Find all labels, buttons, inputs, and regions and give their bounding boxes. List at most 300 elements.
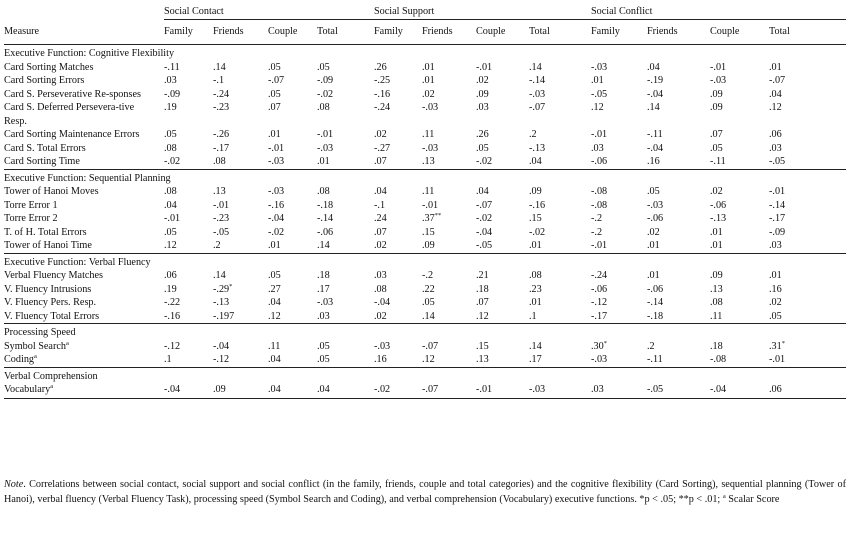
correlation-value: .27 (268, 283, 281, 295)
correlation-cell (647, 61, 710, 75)
measure-label (4, 310, 164, 324)
correlation-cell (422, 269, 476, 283)
correlation-value: -.06 (647, 213, 664, 224)
correlation-cell (213, 88, 268, 102)
table-row (4, 142, 846, 156)
correlation-value: -.07 (476, 199, 493, 211)
table-row (4, 310, 846, 324)
correlation-cell (374, 340, 422, 354)
correlation-cell (591, 296, 647, 310)
correlation-cell (422, 353, 476, 367)
correlation-value: .05 (164, 226, 177, 238)
correlation-value: .08 (529, 270, 542, 281)
correlation-cell (422, 142, 476, 156)
correlation-cell (164, 88, 213, 102)
correlation-value: .03 (317, 310, 330, 322)
correlation-value: -.03 (529, 384, 546, 395)
correlation-cell (317, 226, 374, 240)
table-row (4, 155, 846, 169)
correlation-value: -.26 (213, 129, 230, 140)
correlation-value: -.09 (769, 226, 786, 238)
correlation-value: .09 (710, 88, 723, 100)
correlation-value: -.197 (213, 310, 235, 322)
correlation-value: .05 (647, 186, 660, 197)
correlation-value: -.03 (591, 61, 608, 73)
correlation-cell (591, 383, 647, 398)
correlation-value: .07 (268, 102, 281, 113)
measure-label-text: Card Sorting Maintenance Errors (4, 129, 140, 140)
correlation-value: .1 (164, 354, 172, 365)
correlation-value: .09 (710, 270, 723, 281)
correlation-value: .12 (769, 102, 782, 113)
correlation-value: -.27 (374, 142, 391, 154)
correlation-value: -.04 (647, 88, 664, 100)
correlation-value: .01 (268, 129, 281, 140)
correlation-cell (268, 283, 317, 297)
measure-label (4, 353, 164, 367)
correlation-value: -.1 (213, 75, 225, 86)
correlation-cell (476, 283, 529, 297)
correlation-cell (374, 61, 422, 75)
correlation-cell (710, 296, 769, 310)
group-social-contact: Social Contact (164, 4, 374, 20)
measure-label (4, 61, 164, 75)
correlation-value: -.03 (317, 297, 334, 308)
table-row (4, 88, 846, 102)
correlation-cell (213, 155, 268, 169)
correlation-cell (476, 269, 529, 283)
correlation-cell (591, 269, 647, 283)
correlation-value: -.06 (591, 283, 608, 295)
correlation-value: .03 (591, 384, 604, 395)
measure-label (4, 383, 164, 398)
correlation-value: .01 (647, 270, 660, 281)
correlation-cell (647, 269, 710, 283)
correlation-value: -.05 (769, 156, 786, 167)
correlation-value: .2 (213, 240, 221, 251)
correlation-cell (213, 212, 268, 226)
correlation-cell (374, 296, 422, 310)
correlation-value: -.14 (529, 75, 546, 86)
correlation-cell (476, 212, 529, 226)
correlation-value: .2 (529, 129, 537, 140)
column-header: Total (317, 20, 374, 45)
group-social-support: Social Support (374, 4, 591, 20)
correlation-value: -.03 (317, 142, 334, 154)
measure-label (4, 199, 164, 213)
measure-label (4, 212, 164, 226)
correlation-value: .13 (213, 186, 226, 197)
correlation-value: -.03 (268, 186, 285, 197)
column-header: Family (374, 20, 422, 45)
measure-label-text: Symbol Search (4, 340, 66, 352)
correlation-cell (164, 340, 213, 354)
correlation-cell (476, 353, 529, 367)
correlation-cell (268, 239, 317, 253)
correlation-value: .17 (529, 354, 542, 365)
table-row (4, 296, 846, 310)
correlation-value: .01 (647, 240, 660, 251)
column-header: Friends (422, 20, 476, 45)
correlation-value: .19 (164, 102, 177, 113)
correlation-cell (317, 199, 374, 213)
correlation-value: -.03 (422, 102, 439, 113)
correlation-value: -.2 (591, 226, 603, 238)
correlation-cell (647, 155, 710, 169)
correlation-value: .04 (529, 156, 542, 167)
correlation-cell (529, 269, 591, 283)
correlation-value: .01 (529, 297, 542, 308)
measure-label-text: Torre Error 2 (4, 213, 58, 224)
correlation-cell (710, 155, 769, 169)
correlation-value: .01 (710, 240, 723, 251)
correlation-cell (268, 61, 317, 75)
correlation-value: .08 (374, 283, 387, 295)
correlation-value: -.01 (710, 61, 727, 73)
correlation-cell (769, 353, 846, 367)
correlation-cell (710, 88, 769, 102)
correlation-cell (317, 239, 374, 253)
correlation-value: -.16 (164, 310, 181, 322)
correlation-cell (710, 128, 769, 142)
correlation-value: .18 (476, 283, 489, 295)
correlation-cell (374, 101, 422, 128)
correlation-cell (374, 155, 422, 169)
correlation-cell (476, 226, 529, 240)
correlation-value: -.06 (317, 226, 334, 238)
correlation-value: .14 (647, 102, 660, 113)
correlation-value: -.23 (213, 213, 230, 224)
measure-label-text: Card S. Total Errors (4, 142, 86, 154)
correlation-value: .05 (710, 142, 723, 154)
correlation-cell (476, 383, 529, 398)
correlation-value: .05 (317, 340, 330, 352)
section-title: Verbal Comprehension (4, 367, 846, 383)
correlation-cell (647, 142, 710, 156)
correlation-cell (374, 383, 422, 398)
correlation-value: .04 (769, 88, 782, 100)
measure-label (4, 226, 164, 240)
correlation-cell (422, 226, 476, 240)
correlation-value: -.02 (317, 88, 334, 100)
correlation-cell (647, 239, 710, 253)
column-header: Couple (268, 20, 317, 45)
correlation-cell (213, 74, 268, 88)
correlation-cell (710, 310, 769, 324)
correlation-cell (164, 142, 213, 156)
correlation-value: .14 (529, 340, 542, 352)
measure-label (4, 239, 164, 253)
correlation-value: -.24 (374, 102, 391, 113)
correlation-cell (317, 142, 374, 156)
correlation-cell (769, 155, 846, 169)
correlation-cell (164, 101, 213, 128)
correlation-cell (164, 74, 213, 88)
correlation-value: .01 (422, 75, 435, 86)
section-title: Executive Function: Verbal Fluency (4, 253, 846, 269)
column-header: Friends (647, 20, 710, 45)
correlation-value: -.01 (769, 354, 786, 365)
correlation-value: .13 (476, 354, 489, 365)
correlation-value: -.07 (769, 75, 786, 86)
correlation-value: .05 (268, 270, 281, 281)
measure-label-text: V. Fluency Total Errors (4, 310, 100, 322)
correlation-cell (769, 310, 846, 324)
correlation-cell (769, 283, 846, 297)
table-row (4, 185, 846, 199)
correlation-cell (647, 296, 710, 310)
correlation-value: .37 (422, 213, 435, 224)
correlation-cell (317, 383, 374, 398)
correlation-value: .02 (647, 226, 660, 238)
correlation-value: .06 (769, 384, 782, 395)
correlation-cell (268, 74, 317, 88)
correlation-cell (769, 226, 846, 240)
correlation-cell (213, 101, 268, 128)
correlation-value: -.05 (591, 88, 608, 100)
correlation-cell (317, 296, 374, 310)
scalar-score-marker: a (65, 339, 69, 347)
measure-label-text: Card Sorting Time (4, 156, 80, 167)
section-title: Executive Function: Cognitive Flexibility (4, 48, 175, 59)
measure-label (4, 269, 164, 283)
correlation-value: .03 (476, 102, 489, 113)
correlation-cell (710, 212, 769, 226)
correlation-cell (529, 239, 591, 253)
column-header: Total (769, 20, 846, 45)
correlation-value: .02 (476, 75, 489, 86)
correlation-cell (529, 296, 591, 310)
measure-label-text: Card Sorting Errors (4, 75, 85, 86)
correlation-cell (710, 185, 769, 199)
measure-label (4, 88, 164, 102)
correlation-cell (591, 142, 647, 156)
correlation-value: -.24 (213, 88, 230, 100)
group-social-conflict: Social Conflict (591, 4, 846, 20)
measure-label (4, 155, 164, 169)
correlation-cell (164, 310, 213, 324)
correlation-value: -.16 (374, 88, 391, 100)
correlation-cell (374, 142, 422, 156)
column-header-row (4, 20, 846, 45)
correlation-value: -.16 (529, 199, 546, 211)
correlation-cell (374, 310, 422, 324)
correlation-value: -.01 (769, 186, 786, 197)
correlation-value: -.01 (422, 199, 439, 211)
correlation-value: .03 (374, 270, 387, 281)
correlation-cell (213, 269, 268, 283)
correlation-value: -.08 (710, 354, 727, 365)
correlation-value: -.13 (213, 297, 230, 308)
correlation-value: -.08 (591, 199, 608, 211)
correlation-value: -.09 (317, 75, 334, 86)
correlation-cell (374, 239, 422, 253)
correlation-value: .01 (317, 156, 330, 167)
correlation-cell (374, 199, 422, 213)
correlation-value: -.25 (374, 75, 391, 86)
measure-label-text: Vocabulary (4, 384, 51, 395)
correlation-cell (476, 239, 529, 253)
correlation-cell (422, 283, 476, 297)
correlation-cell (476, 88, 529, 102)
correlation-value: .12 (164, 240, 177, 251)
correlation-cell (647, 88, 710, 102)
measure-label (4, 185, 164, 199)
correlation-cell (591, 101, 647, 128)
correlation-cell (268, 185, 317, 199)
correlation-value: -.01 (317, 129, 334, 140)
correlation-value: .12 (476, 310, 489, 322)
correlation-cell (422, 239, 476, 253)
correlation-cell (591, 128, 647, 142)
table-row (4, 226, 846, 240)
correlation-cell (591, 199, 647, 213)
correlation-cell (591, 310, 647, 324)
correlation-cell (710, 61, 769, 75)
correlation-cell (591, 74, 647, 88)
correlation-value: .06 (164, 270, 177, 281)
correlation-cell (529, 199, 591, 213)
correlation-value: .03 (769, 240, 782, 251)
correlation-value: .02 (769, 297, 782, 308)
correlation-cell (710, 383, 769, 398)
correlation-value: .07 (710, 129, 723, 140)
correlation-value: .12 (422, 354, 435, 365)
correlation-value: .08 (317, 186, 330, 197)
correlation-cell (374, 226, 422, 240)
correlation-value: .08 (164, 186, 177, 197)
measure-label-text: Card S. Deferred Persevera-tive Resp. (4, 102, 135, 127)
correlation-value: .04 (317, 384, 330, 395)
correlation-value: -.17 (591, 310, 608, 322)
correlation-cell (422, 155, 476, 169)
correlation-cell (769, 61, 846, 75)
correlation-cell (374, 185, 422, 199)
correlation-value: .14 (317, 240, 330, 251)
correlation-cell (591, 226, 647, 240)
correlation-cell (422, 310, 476, 324)
section-header-row (4, 367, 846, 383)
correlation-cell (529, 128, 591, 142)
correlation-cell (710, 239, 769, 253)
correlation-value: .09 (213, 384, 226, 395)
correlation-cell (164, 353, 213, 367)
correlation-cell (268, 128, 317, 142)
table-row (4, 101, 846, 128)
correlation-cell (422, 88, 476, 102)
correlation-value: -.19 (647, 75, 664, 86)
correlation-value: .13 (710, 283, 723, 295)
correlation-cell (647, 310, 710, 324)
correlation-cell (213, 383, 268, 398)
correlation-cell (769, 101, 846, 128)
column-header: Couple (476, 20, 529, 45)
correlation-cell (647, 283, 710, 297)
measure-label-text: Card S. Perseverative Re-sponses (4, 88, 141, 100)
correlation-cell (164, 155, 213, 169)
correlation-cell (529, 61, 591, 75)
correlation-table (4, 4, 846, 399)
correlation-cell (591, 212, 647, 226)
correlation-value: -.14 (647, 297, 664, 308)
correlation-cell (422, 340, 476, 354)
correlation-value: -.03 (591, 354, 608, 365)
correlation-cell (268, 212, 317, 226)
column-header: Total (529, 20, 591, 45)
correlation-cell (710, 226, 769, 240)
correlation-cell (317, 155, 374, 169)
correlation-cell (476, 199, 529, 213)
measure-label-text: Coding (4, 354, 35, 365)
correlation-cell (268, 353, 317, 367)
correlation-value: .05 (268, 61, 281, 73)
correlation-value: .01 (769, 270, 782, 281)
correlation-value: -.07 (529, 102, 546, 113)
correlation-value: -.01 (268, 142, 285, 154)
correlation-value: .26 (476, 129, 489, 140)
correlation-cell (476, 61, 529, 75)
correlation-cell (317, 74, 374, 88)
correlation-value: -.11 (710, 156, 726, 167)
correlation-value: .15 (476, 340, 489, 352)
correlation-value: .05 (268, 88, 281, 100)
correlation-cell (317, 340, 374, 354)
correlation-cell (476, 185, 529, 199)
correlation-cell (710, 101, 769, 128)
correlation-cell (769, 128, 846, 142)
correlation-cell (647, 353, 710, 367)
correlation-cell (476, 155, 529, 169)
correlation-value: -.17 (769, 213, 786, 224)
correlation-value: .01 (529, 240, 542, 251)
correlation-cell (710, 269, 769, 283)
correlation-value: .05 (422, 297, 435, 308)
correlation-cell (164, 185, 213, 199)
column-header: Couple (710, 20, 769, 45)
correlation-value: -.01 (476, 61, 493, 73)
correlation-value: .12 (268, 310, 281, 322)
correlation-cell (268, 269, 317, 283)
correlation-cell (769, 296, 846, 310)
correlation-value: .09 (710, 102, 723, 113)
column-header: Friends (213, 20, 268, 45)
table-row (4, 269, 846, 283)
correlation-cell (529, 212, 591, 226)
correlation-value: -.06 (647, 283, 664, 295)
correlation-value: -.17 (213, 142, 230, 154)
group-header-row (4, 4, 846, 20)
correlation-value: .01 (422, 61, 435, 73)
correlation-value: -.09 (164, 88, 181, 100)
correlation-value: -.06 (710, 199, 727, 211)
correlation-value: .01 (591, 75, 604, 86)
correlation-cell (268, 383, 317, 398)
correlation-value: -.23 (213, 102, 230, 113)
correlation-cell (529, 226, 591, 240)
correlation-cell (213, 199, 268, 213)
correlation-cell (529, 155, 591, 169)
correlation-value: .23 (529, 283, 542, 295)
correlation-value: -.24 (591, 270, 608, 281)
correlation-cell (317, 283, 374, 297)
correlation-cell (268, 88, 317, 102)
correlation-value: .04 (476, 186, 489, 197)
correlation-value: -.02 (164, 156, 181, 167)
correlation-value: .03 (591, 142, 604, 154)
correlation-cell (769, 269, 846, 283)
measure-label (4, 101, 164, 128)
correlation-cell (268, 155, 317, 169)
